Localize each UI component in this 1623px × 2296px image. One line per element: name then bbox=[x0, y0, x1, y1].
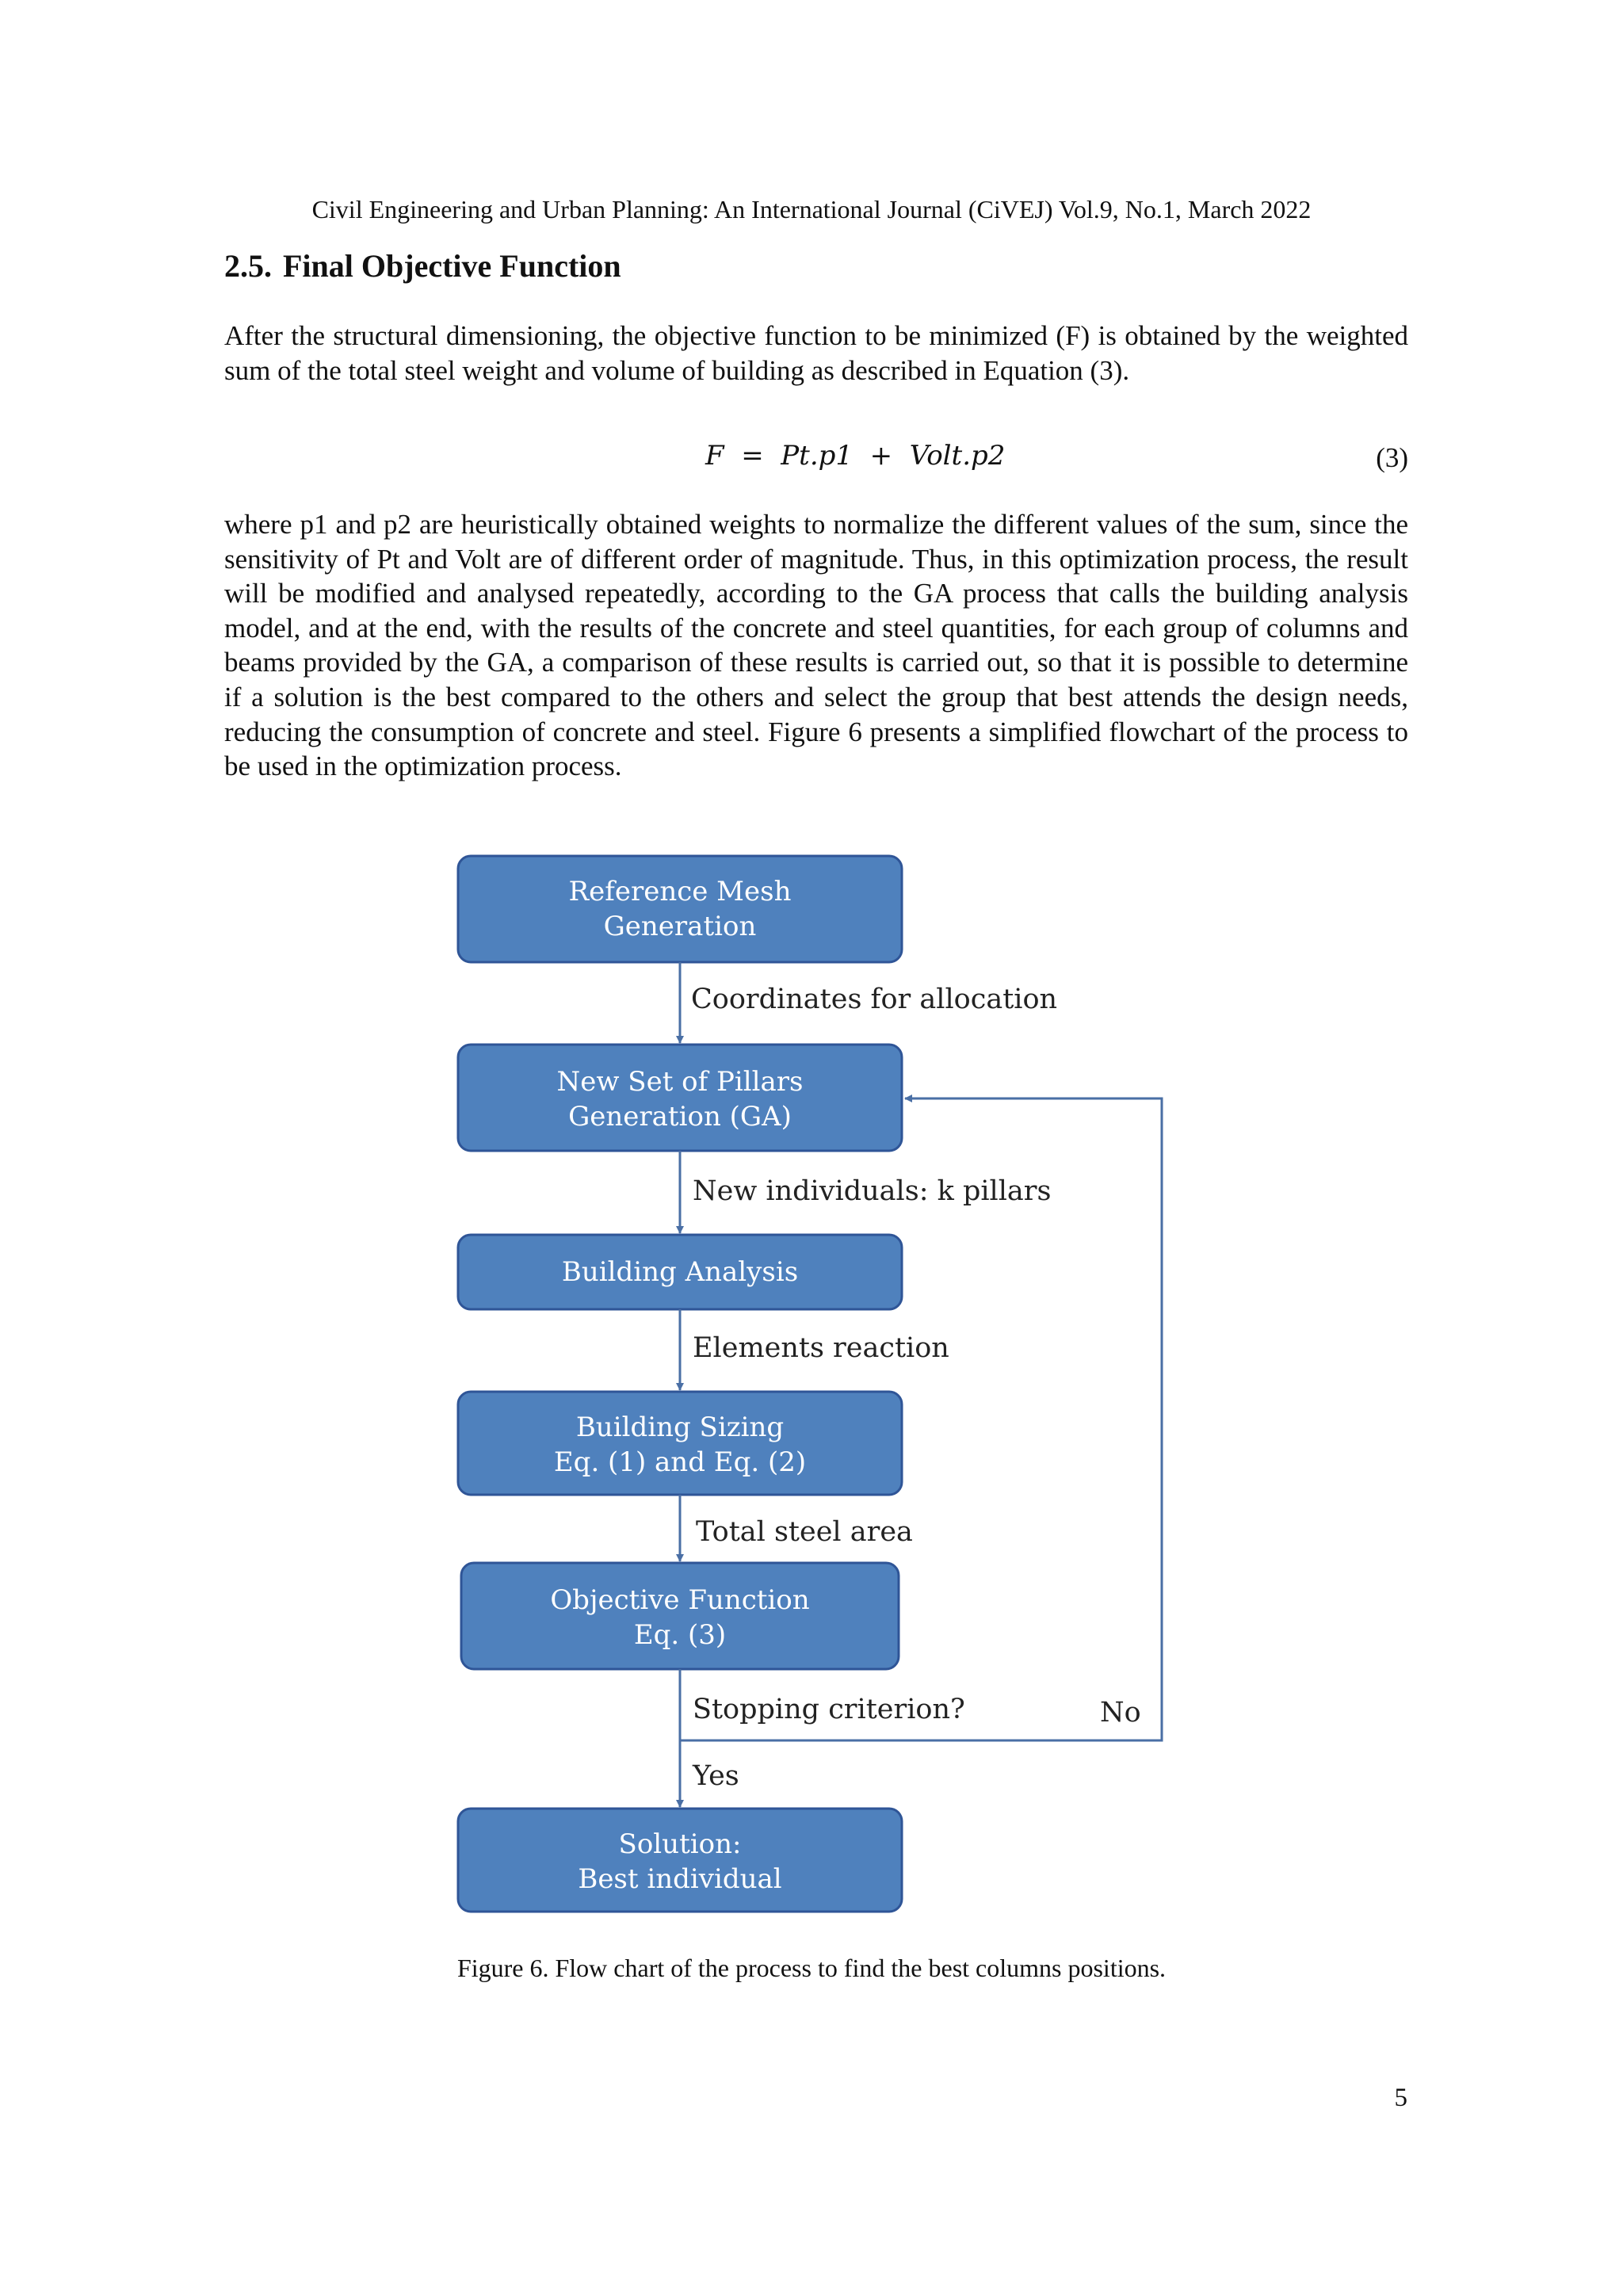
connector-label-stopping-criterion: Stopping criterion? bbox=[693, 1694, 965, 1725]
page-number: 5 bbox=[1394, 2084, 1407, 2112]
flow-box-new-pillars bbox=[458, 1045, 902, 1151]
equation-number: (3) bbox=[1376, 442, 1408, 473]
flow-box-building-sizing bbox=[458, 1392, 902, 1495]
flow-box-solution-line1: Solution: bbox=[618, 1828, 742, 1860]
figure-caption: Figure 6. Flow chart of the process to find the best columns positions. bbox=[456, 1954, 1167, 1982]
flow-box-solution-line2: Best individual bbox=[578, 1863, 782, 1895]
flow-box-building-sizing-line2: Eq. (1) and Eq. (2) bbox=[553, 1446, 807, 1478]
flow-box-objective-function-line2: Eq. (3) bbox=[633, 1619, 727, 1651]
connector-label-new-individuals: New individuals: k pillars bbox=[693, 1175, 1052, 1207]
connector-label-elements-reaction: Elements reaction bbox=[693, 1332, 949, 1364]
paragraph-intro: After the structural dimensioning, the objective function to be minimized (F) is obtained by the weighted sum of the total steel weight and volume of building as described in Equation (3). bbox=[224, 320, 1408, 386]
section-number: 2.5. bbox=[224, 248, 272, 284]
flow-box-reference-mesh-line2: Generation bbox=[603, 911, 757, 942]
running-header: Civil Engineering and Urban Planning: An International Journal (CiVEJ) Vol.9, No.1, March 2022 bbox=[311, 195, 1312, 223]
flow-box-building-analysis-line1: Building Analysis bbox=[561, 1256, 799, 1288]
flow-box-new-pillars-line2: Generation (GA) bbox=[568, 1101, 792, 1133]
connector-label-yes: Yes bbox=[693, 1760, 739, 1792]
connector-label-no: No bbox=[1100, 1697, 1141, 1729]
flow-box-new-pillars-line1: New Set of Pillars bbox=[556, 1066, 804, 1098]
flow-box-solution bbox=[458, 1809, 902, 1912]
paragraph-body: where p1 and p2 are heuristically obtained weights to normalize the different values of the sum, since the sensitivity of Pt and Volt are of different order of magnitude. Thus, in this optimization process, the result will be modified and analysed repeatedly, according to the GA process that calls the building analysis model, and at the end, with the results of the concrete and steel quantities, for each group of columns and beams provided by the GA, a comparison of these results is carried out, so that it is possible to determine if a solution is the best compared to the others and select the group that best attends the design needs, reducing the consumption of concrete and steel. Figure 6 presents a simplified flowchart of the process to be used in the optimization process. bbox=[224, 509, 1408, 782]
flow-box-objective-function-line1: Objective Function bbox=[550, 1584, 810, 1616]
flow-box-reference-mesh-line1: Reference Mesh bbox=[568, 876, 792, 907]
connector-label-total-steel: Total steel area bbox=[696, 1516, 913, 1548]
section-title: Final Objective Function bbox=[283, 248, 621, 284]
flow-box-reference-mesh bbox=[458, 856, 902, 962]
equation: F = Pt.p1 + Volt.p2 bbox=[705, 440, 1006, 472]
flow-box-building-sizing-line1: Building Sizing bbox=[575, 1412, 785, 1443]
connector-label-coordinates: Coordinates for allocation bbox=[691, 984, 1058, 1015]
flow-box-building-analysis bbox=[458, 1235, 902, 1309]
flow-box-objective-function bbox=[461, 1563, 899, 1669]
